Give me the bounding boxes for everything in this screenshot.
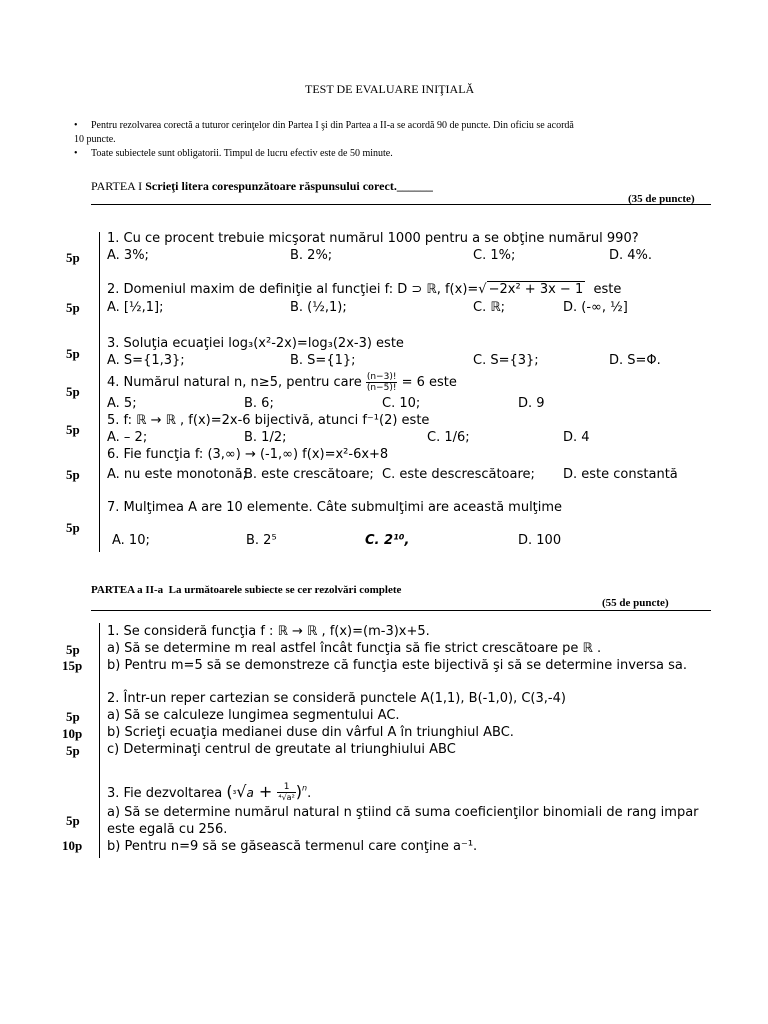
margin-rule [99, 623, 100, 858]
p2-question-2a: a) Să se calculeze lungimea segmentului AC. [107, 708, 400, 723]
option-c: C. S={3}; [473, 353, 539, 368]
question-6: 6. Fie funcţia f: (3,∞) → (-1,∞) f(x)=x²-6x+8 [107, 447, 389, 462]
option-c: C. 10; [382, 396, 421, 411]
part1-instruction: Scrieţi litera corespunzătoare răspunsului corect.______ [145, 179, 433, 193]
option-d: D. (-∞, ½] [563, 300, 628, 315]
item-points: 5p [66, 743, 80, 758]
question-5: 5. f: ℝ → ℝ , f(x)=2x-6 bijectivă, atunci f⁻¹(2) este [107, 413, 430, 428]
option-b: B. 1/2; [244, 430, 287, 445]
page-title: TEST DE EVALUARE INIŢIALĂ [305, 82, 475, 96]
p2-question-1: 1. Se consideră funcţia f : ℝ → ℝ , f(x)=(m-3)x+5. [107, 624, 430, 639]
p2-question-3a: a) Să se determine numărul natural n ştiind că suma coeficienţilor binomiali de rang impar [107, 805, 699, 820]
option-a: A. S={1,3}; [107, 353, 185, 368]
p2-question-3: 3. Fie dezvoltarea (³√a + $\frac{1}{\text{⁴√a²}}$ )$^n$. [107, 782, 312, 802]
item-points: 5p [66, 300, 80, 315]
p2-question-3b: b) Pentru n=9 să se găsească termenul care conţine a⁻¹. [107, 839, 478, 854]
fraction: $\frac{(n-3)!}{(n-5)!}$ [366, 372, 397, 393]
item-points: 10p [62, 726, 83, 741]
bullet-icon: • [74, 120, 78, 131]
part2-instruction: La următoarele subiecte se cer rezolvări complete [168, 584, 402, 596]
margin-rule [99, 232, 100, 552]
item-points: 5p [66, 250, 80, 265]
part1-points: (35 de puncte) [628, 193, 695, 205]
option-a: A. 10; [112, 533, 150, 548]
p2-question-1b: b) Pentru m=5 să se demonstreze că funcţia este bijectivă şi să se determine inversa sa. [107, 658, 688, 673]
question-1: 1. Cu ce procent trebuie micşorat numărul 1000 pentru a se obţine numărul 990? [107, 231, 639, 246]
item-points: 15p [62, 658, 83, 673]
part2-header [91, 584, 401, 596]
option-a: A. [½,1]; [107, 300, 164, 315]
option-b: B. S={1}; [290, 353, 356, 368]
part2-points: (55 de puncte) [602, 597, 669, 609]
question-4: 4. Numărul natural n, n≥5, pentru care $\frac{(n-3)!}{(n-5)!}$ = 6 este [107, 372, 457, 393]
option-c: C. 1/6; [427, 430, 470, 445]
option-c: C. 2¹⁰, [365, 533, 410, 548]
option-c: C. 1%; [473, 248, 516, 263]
sqrt-icon: √ [478, 282, 487, 297]
instruction-line: 10 puncte. [74, 134, 116, 145]
option-d: D. S=Φ. [609, 353, 661, 368]
part1-header [91, 179, 433, 194]
option-b: B. (½,1); [290, 300, 347, 315]
item-points: 5p [66, 813, 80, 828]
option-b: B. este crescătoare; [244, 467, 374, 482]
divider [91, 610, 711, 611]
option-b: B. 6; [244, 396, 274, 411]
item-points: 5p [66, 709, 80, 724]
item-points: 5p [66, 346, 80, 361]
part1-label: PARTEA I [91, 179, 143, 193]
item-points: 5p [66, 422, 80, 437]
item-points: 5p [66, 384, 80, 399]
divider [91, 204, 711, 205]
part2-label: PARTEA a II-a [91, 584, 164, 596]
p2-question-1a: a) Să se determine m real astfel încât funcţia să fie strict crescătoare pe ℝ . [107, 641, 602, 656]
option-d: D. este constantă [563, 467, 678, 482]
item-points: 5p [66, 520, 80, 535]
question-7: 7. Mulţimea A are 10 elemente. Câte submulţimi are această mulţime [107, 500, 563, 515]
item-points: 5p [66, 642, 80, 657]
item-points: 10p [62, 838, 83, 853]
question-2: 2. Domeniul maxim de definiţie al funcţiei f: D ⊃ ℝ, f(x)=√ −2x² + 3x − 1 este [107, 282, 622, 297]
instruction-line: Pentru rezolvarea corectă a tuturor cerinţelor din Partea I şi din Partea a II-a se acordă 90 de puncte. Din oficiu se acordă [91, 120, 574, 131]
option-d: D. 4%. [609, 248, 653, 263]
option-a: A. nu este monotonă; [107, 467, 247, 482]
item-points: 5p [66, 467, 80, 482]
option-d: D. 100 [518, 533, 562, 548]
option-a: A. – 2; [107, 430, 148, 445]
question-3: 3. Soluţia ecuaţiei log₃(x²-2x)=log₃(2x-3) este [107, 336, 404, 351]
option-d: D. 9 [518, 396, 545, 411]
bullet-icon: • [74, 148, 78, 159]
p2-question-3a-cont: este egală cu 256. [107, 822, 228, 837]
p2-question-2c: c) Determinaţi centrul de greutate al triunghiului ABC [107, 742, 456, 757]
option-a: A. 3%; [107, 248, 149, 263]
instruction-line: Toate subiectele sunt obligatorii. Timpul de lucru efectiv este de 50 minute. [91, 148, 393, 159]
option-b: B. 2%; [290, 248, 333, 263]
option-c: C. ℝ; [473, 300, 506, 315]
p2-question-2: 2. Într-un reper cartezian se consideră punctele A(1,1), B(-1,0), C(3,-4) [107, 691, 566, 706]
option-c: C. este descrescătoare; [382, 467, 535, 482]
option-a: A. 5; [107, 396, 137, 411]
binomial-expression: (³√a + $\frac{1}{\text{⁴√a²}}$ )$^n$ [226, 782, 308, 802]
option-d: D. 4 [563, 430, 590, 445]
p2-question-2b: b) Scrieţi ecuaţia medianei duse din vârful A în triunghiul ABC. [107, 725, 514, 740]
option-b: B. 2⁵ [246, 533, 277, 548]
